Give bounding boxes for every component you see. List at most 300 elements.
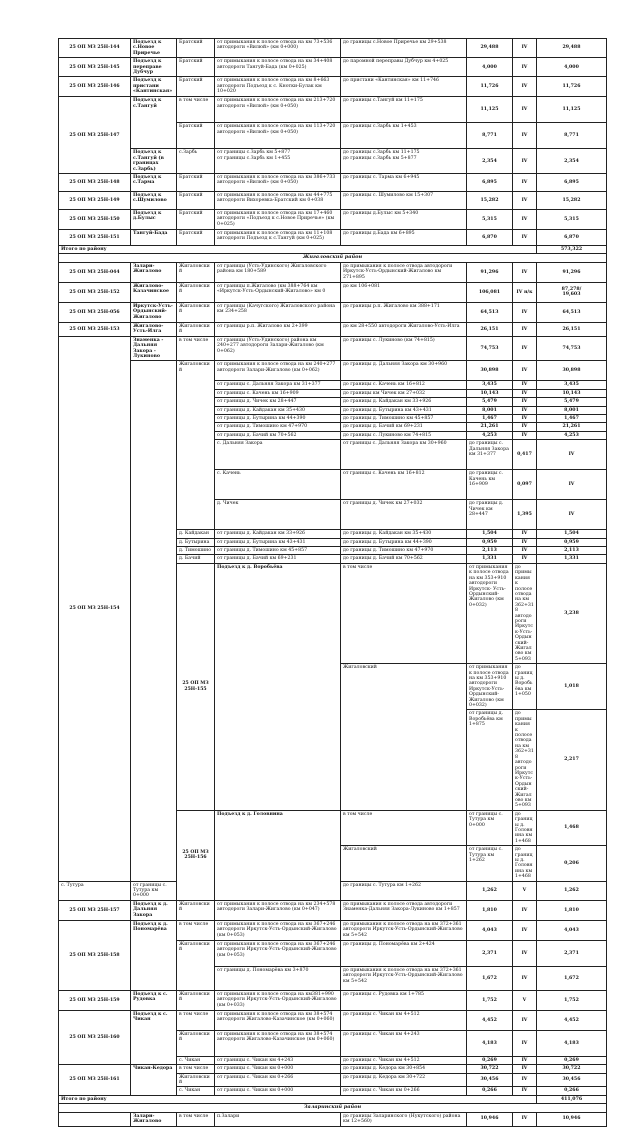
from-point: от границы с. Тутура км 0+000 <box>467 810 513 845</box>
to-point: до границы д. Головнина км 1+468 <box>513 846 537 881</box>
road-name: Подъезд к переправе Дубчур <box>131 58 177 77</box>
length-km: 4,183 <box>467 1030 513 1056</box>
to-point: до примыкания к полосе отвода на км 362+318 автодороги Иркутск-Усть-Ордынский-Жигалово км 5+093 <box>513 710 537 810</box>
territory: с.Зарбь <box>177 149 215 174</box>
table-row <box>59 39 607 58</box>
length-km: 64,513 <box>467 302 513 322</box>
length-km: 1,504 <box>467 530 513 538</box>
territory: д. Бачий <box>177 555 215 563</box>
table-row <box>59 1065 607 1073</box>
road-category: IV <box>513 966 537 990</box>
to-point: до границы д. Воробьёва км 1+050 <box>513 664 537 710</box>
road-name <box>131 361 177 881</box>
to-point: до границы д. Тимошино км 47+970 <box>341 547 467 555</box>
from-point: от примыкания к полосе отвода на км 17+460 автодороги «Подъезд к с.Новое Приречье» (км 0+025) <box>215 210 341 230</box>
length-total: 29,488 <box>537 39 607 58</box>
road-code: 25 ОП МЗ 25Н-148 <box>59 174 131 192</box>
road-name: Подъезд к с. Рудовка <box>131 990 177 1010</box>
road-category: IV <box>513 192 537 210</box>
length-total: 30,722 <box>537 1065 607 1073</box>
road-code: 25 ОП МЗ 25Н-158 <box>59 920 131 990</box>
length-km: 30,456 <box>467 1073 513 1087</box>
section-header-row <box>59 254 607 262</box>
road-category: IV <box>513 547 537 555</box>
from-point: от примыкания к полосе отвода на км 386+733 автодороги «Вилюй» (км 0+050) <box>215 174 341 192</box>
road-name: Подъезд к с.Новое Приречье <box>131 39 177 58</box>
to-point: до границы д. Бутырина км 43+431 <box>341 406 467 414</box>
length-km: 15,282 <box>467 192 513 210</box>
road-register-page <box>58 38 606 1127</box>
road-category: IV <box>513 39 537 58</box>
to-point: до границы с. Лукиново км 74+815 <box>341 431 467 439</box>
road-name: Подъезд к с.Шумилово <box>131 192 177 210</box>
territory: в том числе <box>341 810 467 845</box>
from-point: от границы д. Тимошино км 45+857 <box>215 547 341 555</box>
from-point: от примыкания к полосе отвода на км 73+536 автодороги «Вилюй» (км 0+000) <box>215 39 341 58</box>
territory: д. Чичек <box>215 500 341 530</box>
to-point: до границы д.Бада км 6+895 <box>341 230 467 246</box>
length-km: 0,266 <box>467 1087 513 1095</box>
length-total: 8,771 <box>537 123 607 149</box>
road-name: Подъезд к д. Пономарёва <box>131 920 177 990</box>
road-code: 25 ОП МЗ 25Н-161 <box>59 1065 131 1096</box>
road-category: IV <box>513 77 537 97</box>
length-km: 2,113 <box>467 547 513 555</box>
length-total: 0,269 <box>537 1056 607 1064</box>
territory: Братский <box>177 174 215 192</box>
length-total: 1,331 <box>537 555 607 563</box>
from-point: от границы (Усть-Удинского) Жигаловского района км 180+589 <box>215 262 341 282</box>
road-name: Залари-Жигалово <box>131 1112 177 1126</box>
territory: Братский <box>177 230 215 246</box>
table-row <box>59 282 607 302</box>
from-point: от примыкания к полосе отвода на км 353+910 автодороги Иркутск-Усть-Ордынский-Жигалово (км 0+032) <box>467 664 513 710</box>
length-total: 30,456 <box>537 1073 607 1087</box>
length-total: 3,435 <box>537 381 607 389</box>
length-km: 8,001 <box>467 406 513 414</box>
road-category: IV <box>513 538 537 546</box>
road-category: IV <box>513 1087 537 1095</box>
from-point: от границы с. Чикан км 4+243 <box>215 1056 341 1064</box>
total-row <box>59 1095 607 1103</box>
to-point: до границы с.Зарбь км 1+453 <box>341 123 467 149</box>
length-total: 1,810 <box>537 900 607 920</box>
length-total: 4,043 <box>537 920 607 940</box>
from-point: от примыкания к полосе отвода на км 353+910 автодороги Иркутск- Усть-Ордынский-Жигалово (км 0+032) <box>467 563 513 663</box>
length-total: 74,753 <box>537 336 607 361</box>
territory: Жигаловский <box>177 322 215 336</box>
length-km: 2,354 <box>467 149 513 174</box>
length-km: 4,000 <box>467 58 513 77</box>
from-point: от примыкания к полосе отвода на км381+990 автодороги Иркутск-Усть-Ордынский-Жигалово (км 0+033) <box>215 990 341 1010</box>
length-km: 1,262 <box>467 881 513 900</box>
road-name: Подъезд к с.Тангуй <box>131 97 177 149</box>
length-total: 4,253 <box>537 431 607 439</box>
road-code: 25 ОП МЗ 25Н-157 <box>59 900 131 920</box>
to-point: до границы д. Пономарёва км 2+424 <box>341 940 467 966</box>
road-category: IV <box>513 1056 537 1064</box>
table-body <box>59 39 607 1127</box>
to-point: до границы р.п. Жигалово км 388+171 <box>341 302 467 322</box>
road-code: 25 ОП МЗ 25Н-153 <box>59 322 131 336</box>
length-km: 91,296 <box>467 262 513 282</box>
length-total: 4,183 <box>537 1030 607 1056</box>
road-category: IV <box>513 336 537 361</box>
road-category: IV <box>513 431 537 439</box>
road-code: 25 ОП МЗ 25Н-155 <box>177 563 215 810</box>
from-point: от примыкания к полосе отвода на км 34+408 автодороги Тангуй-Бада (км 0+025) <box>215 58 341 77</box>
road-name: Подъезд к д. Головнина <box>215 810 341 900</box>
length-km: 1,672 <box>467 966 513 990</box>
to-point: до границы д. Тимошино км 45+857 <box>341 414 467 422</box>
table-row <box>59 920 607 940</box>
length-km: 29,488 <box>467 39 513 58</box>
length-total: 8,001 <box>537 406 607 414</box>
territory: в том числе <box>341 563 467 663</box>
to-point: до границы д. Чичек км 28+447 <box>467 500 513 530</box>
to-point: до границы км Чичек км 27+032 <box>341 389 467 397</box>
length-km: 3,435 <box>467 381 513 389</box>
length-km: 3,238 <box>537 563 607 663</box>
total-value: 411,076 <box>537 1095 607 1103</box>
length-total: 1,262 <box>537 881 607 900</box>
from-point: от границы д. Воробьёва км 1+875 <box>467 710 513 810</box>
road-name: Жигалово-Казачинское <box>131 282 177 302</box>
road-category: IV <box>513 123 537 149</box>
section-header: Жигаловский район <box>59 254 607 262</box>
road-category: IV <box>513 58 537 77</box>
to-point: до границы д. Кайдакан км 35+430 <box>341 530 467 538</box>
road-code: 25 ОП МЗ 25Н-146 <box>59 77 131 97</box>
territory: Братский <box>177 192 215 210</box>
from-point: от примыкания к полосе отвода на км 38+574 автодороги Жигалово-Казачинское (км 0+060) <box>215 1030 341 1056</box>
road-category: IV <box>513 174 537 192</box>
road-category: IV <box>513 149 537 174</box>
from-point: от примыкания к полосе отвода на км 213+720 автодороги «Вилюй» (км 0+050) <box>215 97 341 123</box>
territory: с. Качень <box>215 470 341 500</box>
territory: д. Бутырина <box>177 538 215 546</box>
from-point: от границы д. Кайдакан км 35+430 <box>215 406 341 414</box>
to-point: до границы с. Тутура км 1+262 <box>341 881 467 900</box>
from-point: от границы п.Жигалово (км 388+764 км «Иркутск-Усть-Ордынский-Жигалово» км 0 <box>215 282 341 302</box>
territory: д. Тимошино <box>177 547 215 555</box>
length-km: 0,206 <box>537 846 607 881</box>
length-km: 1,752 <box>467 990 513 1010</box>
from-point: от границы с. Качень км 16+812 <box>341 470 467 500</box>
to-point: до границы д.Булыс км 5+340 <box>341 210 467 230</box>
length-km: 6,870 <box>467 230 513 246</box>
from-point: п.Залари <box>215 1112 341 1126</box>
length-total: 15,282 <box>537 192 607 210</box>
from-point: от границы д. Чичек км 27+032 <box>341 500 467 530</box>
road-code: 25 ОП МЗ 25Н-160 <box>59 1010 131 1064</box>
road-category: IV <box>513 920 537 940</box>
length-total: 87,278/ 19,603 <box>537 282 607 302</box>
length-total: 30,898 <box>537 361 607 381</box>
road-category: IV <box>513 900 537 920</box>
road-code: 25 ОП МЗ 25Н-152 <box>59 282 131 302</box>
road-category: IV <box>513 322 537 336</box>
road-code: 25 ОП МЗ 25Н-149 <box>59 192 131 210</box>
road-category: IV <box>513 230 537 246</box>
road-name: Жигалово-Усть-Илга <box>131 322 177 336</box>
length-total: 0,266 <box>537 1087 607 1095</box>
table-row <box>59 149 607 174</box>
length-km: 21,261 <box>467 423 513 431</box>
road-name: Подъезд к д.Булыс <box>131 210 177 230</box>
length-km: 4,452 <box>467 1010 513 1030</box>
to-point: до примыкания к полосе отвода на км 362+318 автодороги Иркутск-Усть-Ордынский-Жигалово км 5+093 <box>513 563 537 663</box>
territory: Жигаловский <box>177 990 215 1010</box>
territory: Жигаловский <box>177 361 215 530</box>
road-name: Подъезд к д. Дальняя Закора <box>131 900 177 920</box>
to-point: до границы с. Шумилово км 15+307 <box>341 192 467 210</box>
territory: в том числе <box>177 920 215 940</box>
from-point: от границы р.п. Жигалово км 2+399 <box>215 322 341 336</box>
length-km: 4,253 <box>467 431 513 439</box>
territory: с. Чикан <box>177 1087 215 1095</box>
road-category: IV <box>513 97 537 123</box>
length-total: 6,895 <box>537 174 607 192</box>
road-code: 25 ОП МЗ 25Н-044 <box>59 262 131 282</box>
to-point: до границы д. Дальняя Закора км 30+960 <box>341 361 467 381</box>
to-point: до границы с. Качень км 16+909 <box>467 470 513 500</box>
road-name: Подъезд к с.Тангуй (в границах с.Зарбь) <box>131 149 177 174</box>
to-point: до пристани «Кантинская» км 11+746 <box>341 77 467 97</box>
table-row <box>59 230 607 246</box>
territory: Жигаловский <box>177 1030 215 1056</box>
road-category: IV <box>513 1065 537 1073</box>
length-total: 5,479 <box>537 398 607 406</box>
table-row <box>59 1010 607 1030</box>
table-row <box>59 361 607 381</box>
length-km: 74,753 <box>467 336 513 361</box>
road-name: Знаменка - Дальняя Закора - Лукиново <box>131 336 177 361</box>
to-point: до границы с. Тарма км 6+945 <box>341 174 467 192</box>
from-point: от границы с.Зарбь км 5+877 от границы с.Зарбь км 1+455 <box>215 149 341 174</box>
from-point: от примыкания к полосе отвода на км 240+277 автодороги Залари-Жигалово (км 0+062) <box>215 361 341 381</box>
length-total: 21,261 <box>537 423 607 431</box>
road-category: IV <box>513 389 537 397</box>
road-category: IV <box>513 1073 537 1087</box>
road-code: 25 ОП МЗ 25Н-159 <box>59 990 131 1010</box>
to-point: до примыкания к полосе отвода на км 372+361 автодороги Иркутск-Усть-Ордынский-Жигалово км 5+542 <box>341 966 467 990</box>
length-total: 26,151 <box>537 322 607 336</box>
length-total: 5,315 <box>537 210 607 230</box>
road-category: V <box>513 990 537 1010</box>
road-category: IV <box>537 500 607 530</box>
length-km: 5,315 <box>467 210 513 230</box>
length-km: 0,417 <box>513 440 537 470</box>
from-point: от границы д. Пономарёва км 3+870 <box>215 966 341 990</box>
length-km: 1,467 <box>467 414 513 422</box>
from-point: от границы д. Бачий км 70+562 <box>215 431 341 439</box>
from-point: от границы с. Тутура км 1+262 <box>467 846 513 881</box>
road-category: IV <box>513 1010 537 1030</box>
table-row <box>59 174 607 192</box>
road-name: Тангуй-Бада <box>131 230 177 246</box>
length-km: 0,959 <box>467 538 513 546</box>
road-category: IV <box>513 262 537 282</box>
to-point: до границы с.Новое Приречье км 29+538 <box>341 39 467 58</box>
to-point: до границы д. Бачий км 70+562 <box>341 555 467 563</box>
territory: Братский <box>177 123 215 149</box>
road-category: IV <box>513 406 537 414</box>
total-value: 573,322 <box>537 246 607 254</box>
length-total: 1,672 <box>537 966 607 990</box>
territory: Жигаловский <box>177 262 215 282</box>
length-km: 30,898 <box>467 361 513 381</box>
territory: в том числе <box>177 1112 215 1126</box>
to-point: до границы д. Кайдакан км 33+926 <box>341 398 467 406</box>
length-total: 6,870 <box>537 230 607 246</box>
length-km: 11,125 <box>467 97 513 123</box>
length-km: 8,771 <box>467 123 513 149</box>
territory: Братский <box>177 39 215 58</box>
to-point: до границы д. Головнина км 1+468 <box>513 810 537 845</box>
table-row <box>59 77 607 97</box>
road-category: IV <box>513 398 537 406</box>
territory: Жигаловский <box>177 282 215 302</box>
territory: с. Дальняя Закора <box>215 440 341 470</box>
length-km: 30,722 <box>467 1065 513 1073</box>
table-row <box>59 58 607 77</box>
from-point: от границы с. Чикан км 0+000 <box>215 1065 341 1073</box>
length-km: 1,810 <box>467 900 513 920</box>
road-category: IV <box>513 381 537 389</box>
length-total: 10,946 <box>537 1112 607 1126</box>
territory: Братский <box>177 58 215 77</box>
territory: Жигаловский <box>177 1073 215 1087</box>
from-point: от границы д. Чичек км 28+447 <box>215 398 341 406</box>
road-register-table <box>58 38 607 1127</box>
road-category: IV <box>513 940 537 966</box>
road-code: 25 ОП МЗ 25Н-147 <box>59 97 131 174</box>
to-point: до границы с. Чикан км 4+243 <box>341 1030 467 1056</box>
from-point: от примыкания к полосе отвода на км 38+574 автодороги Жигалово-Казачинское (км 0+060) <box>215 1010 341 1030</box>
length-total: 2,354 <box>537 149 607 174</box>
from-point: от границы с. Дальняя Закора км 30+960 <box>341 440 467 470</box>
to-point: до границы с. Чикан км 0+266 <box>341 1087 467 1095</box>
road-name: Залари-Жигалово <box>131 262 177 282</box>
from-point: от примыкания к полосе отвода на км 367+246 автодороги Иркутск-Усть-Ордынский-Жигалово (км 0+053) <box>215 940 341 966</box>
from-point: от границы с. Качень км 16+909 <box>215 389 341 397</box>
to-point: до границы с. Качень км 16+812 <box>341 381 467 389</box>
table-row <box>59 990 607 1010</box>
road-code <box>59 1112 131 1126</box>
road-name: Подъезд к с.Тарма <box>131 174 177 192</box>
to-point: до границы д. Кедора км 30+854 <box>341 1065 467 1073</box>
road-name: Чикан-Кедора <box>131 1065 177 1096</box>
territory: в том числе <box>177 1065 215 1073</box>
table-row <box>59 900 607 920</box>
table-row <box>59 192 607 210</box>
to-point: до границы с. Чикан км 4+512 <box>341 1010 467 1030</box>
length-km: 0,269 <box>467 1056 513 1064</box>
territory: Жигаловский <box>177 900 215 920</box>
from-point: от примыкания к полосе отвода на км 234+578 автодороги Залари-Жигалово (км 0+047) <box>215 900 341 920</box>
road-category: IV <box>513 302 537 322</box>
from-point: от границы д. Тимошино км 47+970 <box>215 423 341 431</box>
section-header-row <box>59 1104 607 1112</box>
territory: в том числе <box>177 1010 215 1030</box>
to-point: до границы д. Бачий км 69+231 <box>341 423 467 431</box>
length-total: 11,726 <box>537 77 607 97</box>
territory: Братский <box>177 210 215 230</box>
length-km: 2,371 <box>467 940 513 966</box>
from-point: от границы с. Чикан км 0+000 <box>215 1087 341 1095</box>
road-category: IV <box>513 530 537 538</box>
road-category: IV <box>513 414 537 422</box>
from-point: от границы д. Бутырина км 44+390 <box>215 414 341 422</box>
to-point: до границы с. Чикан км 4+512 <box>341 1056 467 1064</box>
length-km: 4,043 <box>467 920 513 940</box>
table-row <box>59 336 607 361</box>
from-point: от границы с. Тутура км 0+000 <box>131 881 177 900</box>
road-name: Подъезд к д. Воробьёва <box>215 563 341 810</box>
length-total: 1,467 <box>537 414 607 422</box>
from-point: от примыкания к полосе отвода на км 11+108 автодороги Подъезд к с.Тангуй (км 0+025) <box>215 230 341 246</box>
to-point: до примыкания к полосе отвода на км 372+361 автодороги Иркутск-Усть-Ордынский-Жигалово км 5+542 <box>341 920 467 940</box>
road-category: IV <box>513 210 537 230</box>
length-total: 91,296 <box>537 262 607 282</box>
from-point: от границы д. Бутырина км 43+431 <box>215 538 341 546</box>
table-row <box>59 262 607 282</box>
road-code: 25 ОП МЗ 25Н-056 <box>59 302 131 322</box>
territory: Жигаловский <box>177 940 215 990</box>
length-total: 4,452 <box>537 1010 607 1030</box>
road-name: Подъезд к пристани «Кантинская» <box>131 77 177 97</box>
length-total: 10,143 <box>537 389 607 397</box>
to-point: до границы д. Бутырина км 44+390 <box>341 538 467 546</box>
length-total: 2,371 <box>537 940 607 966</box>
length-km: 11,726 <box>467 77 513 97</box>
from-point: от примыкания к полосе отвода на км 44+775 автодороги Вихоревка-Братский км 0+038 <box>215 192 341 210</box>
road-category: IV <box>513 361 537 381</box>
road-category: IV <box>513 555 537 563</box>
road-category: IV <box>537 470 607 500</box>
road-code: 25 ОП МЗ 25Н-151 <box>59 230 131 246</box>
to-point: до границы д. Кедора км 30+722 <box>341 1073 467 1087</box>
to-point: до границы с. Дальняя Закора км 31+377 <box>467 440 513 470</box>
to-point: до границы с.Зарбь км 11+175 до границы с.Зарбь км 5+877 <box>341 149 467 174</box>
to-point: до границы Заларинского (Нукутского) района км 12+560) <box>341 1112 467 1126</box>
from-point: от границы с. Дальняя Закора км 31+377 <box>215 381 341 389</box>
to-point: до км 28+550 автодороги Жигалово-Усть-Илга <box>341 322 467 336</box>
length-km: 10,143 <box>467 389 513 397</box>
length-total: 1,504 <box>537 530 607 538</box>
total-label: Итого по району <box>59 1095 537 1103</box>
length-km: 1,018 <box>537 664 607 710</box>
to-point: до границы с. Лукиново (км 74+815) <box>341 336 467 361</box>
to-point: до паромной переправы Дубчур км 4+025 <box>341 58 467 77</box>
road-category: V <box>513 881 537 900</box>
from-point: от границы с. Чикан км 0+266 <box>215 1073 341 1087</box>
table-row <box>59 302 607 322</box>
from-point: от примыкания к полосе отвода на км 367+246 автодороги Иркутск-Усть-Ордынский-Жигалово (км 0+053) <box>215 920 341 940</box>
road-code: 25 ОП МЗ 25Н-145 <box>59 58 131 77</box>
length-km: 2,217 <box>537 710 607 810</box>
territory: с. Чикан <box>177 1056 215 1064</box>
from-point: от примыкания к полосе отвода на км 8+663 автодороги Подъезд к с. Кнотки-Булак км 10+020 <box>215 77 341 97</box>
length-km: 6,895 <box>467 174 513 192</box>
road-category: IV <box>513 1030 537 1056</box>
to-point: до км 106+081 <box>341 282 467 302</box>
table-row <box>59 97 607 123</box>
length-total: 4,000 <box>537 58 607 77</box>
section-header: Заларинский район <box>59 1104 607 1112</box>
road-category: IV <box>537 440 607 470</box>
